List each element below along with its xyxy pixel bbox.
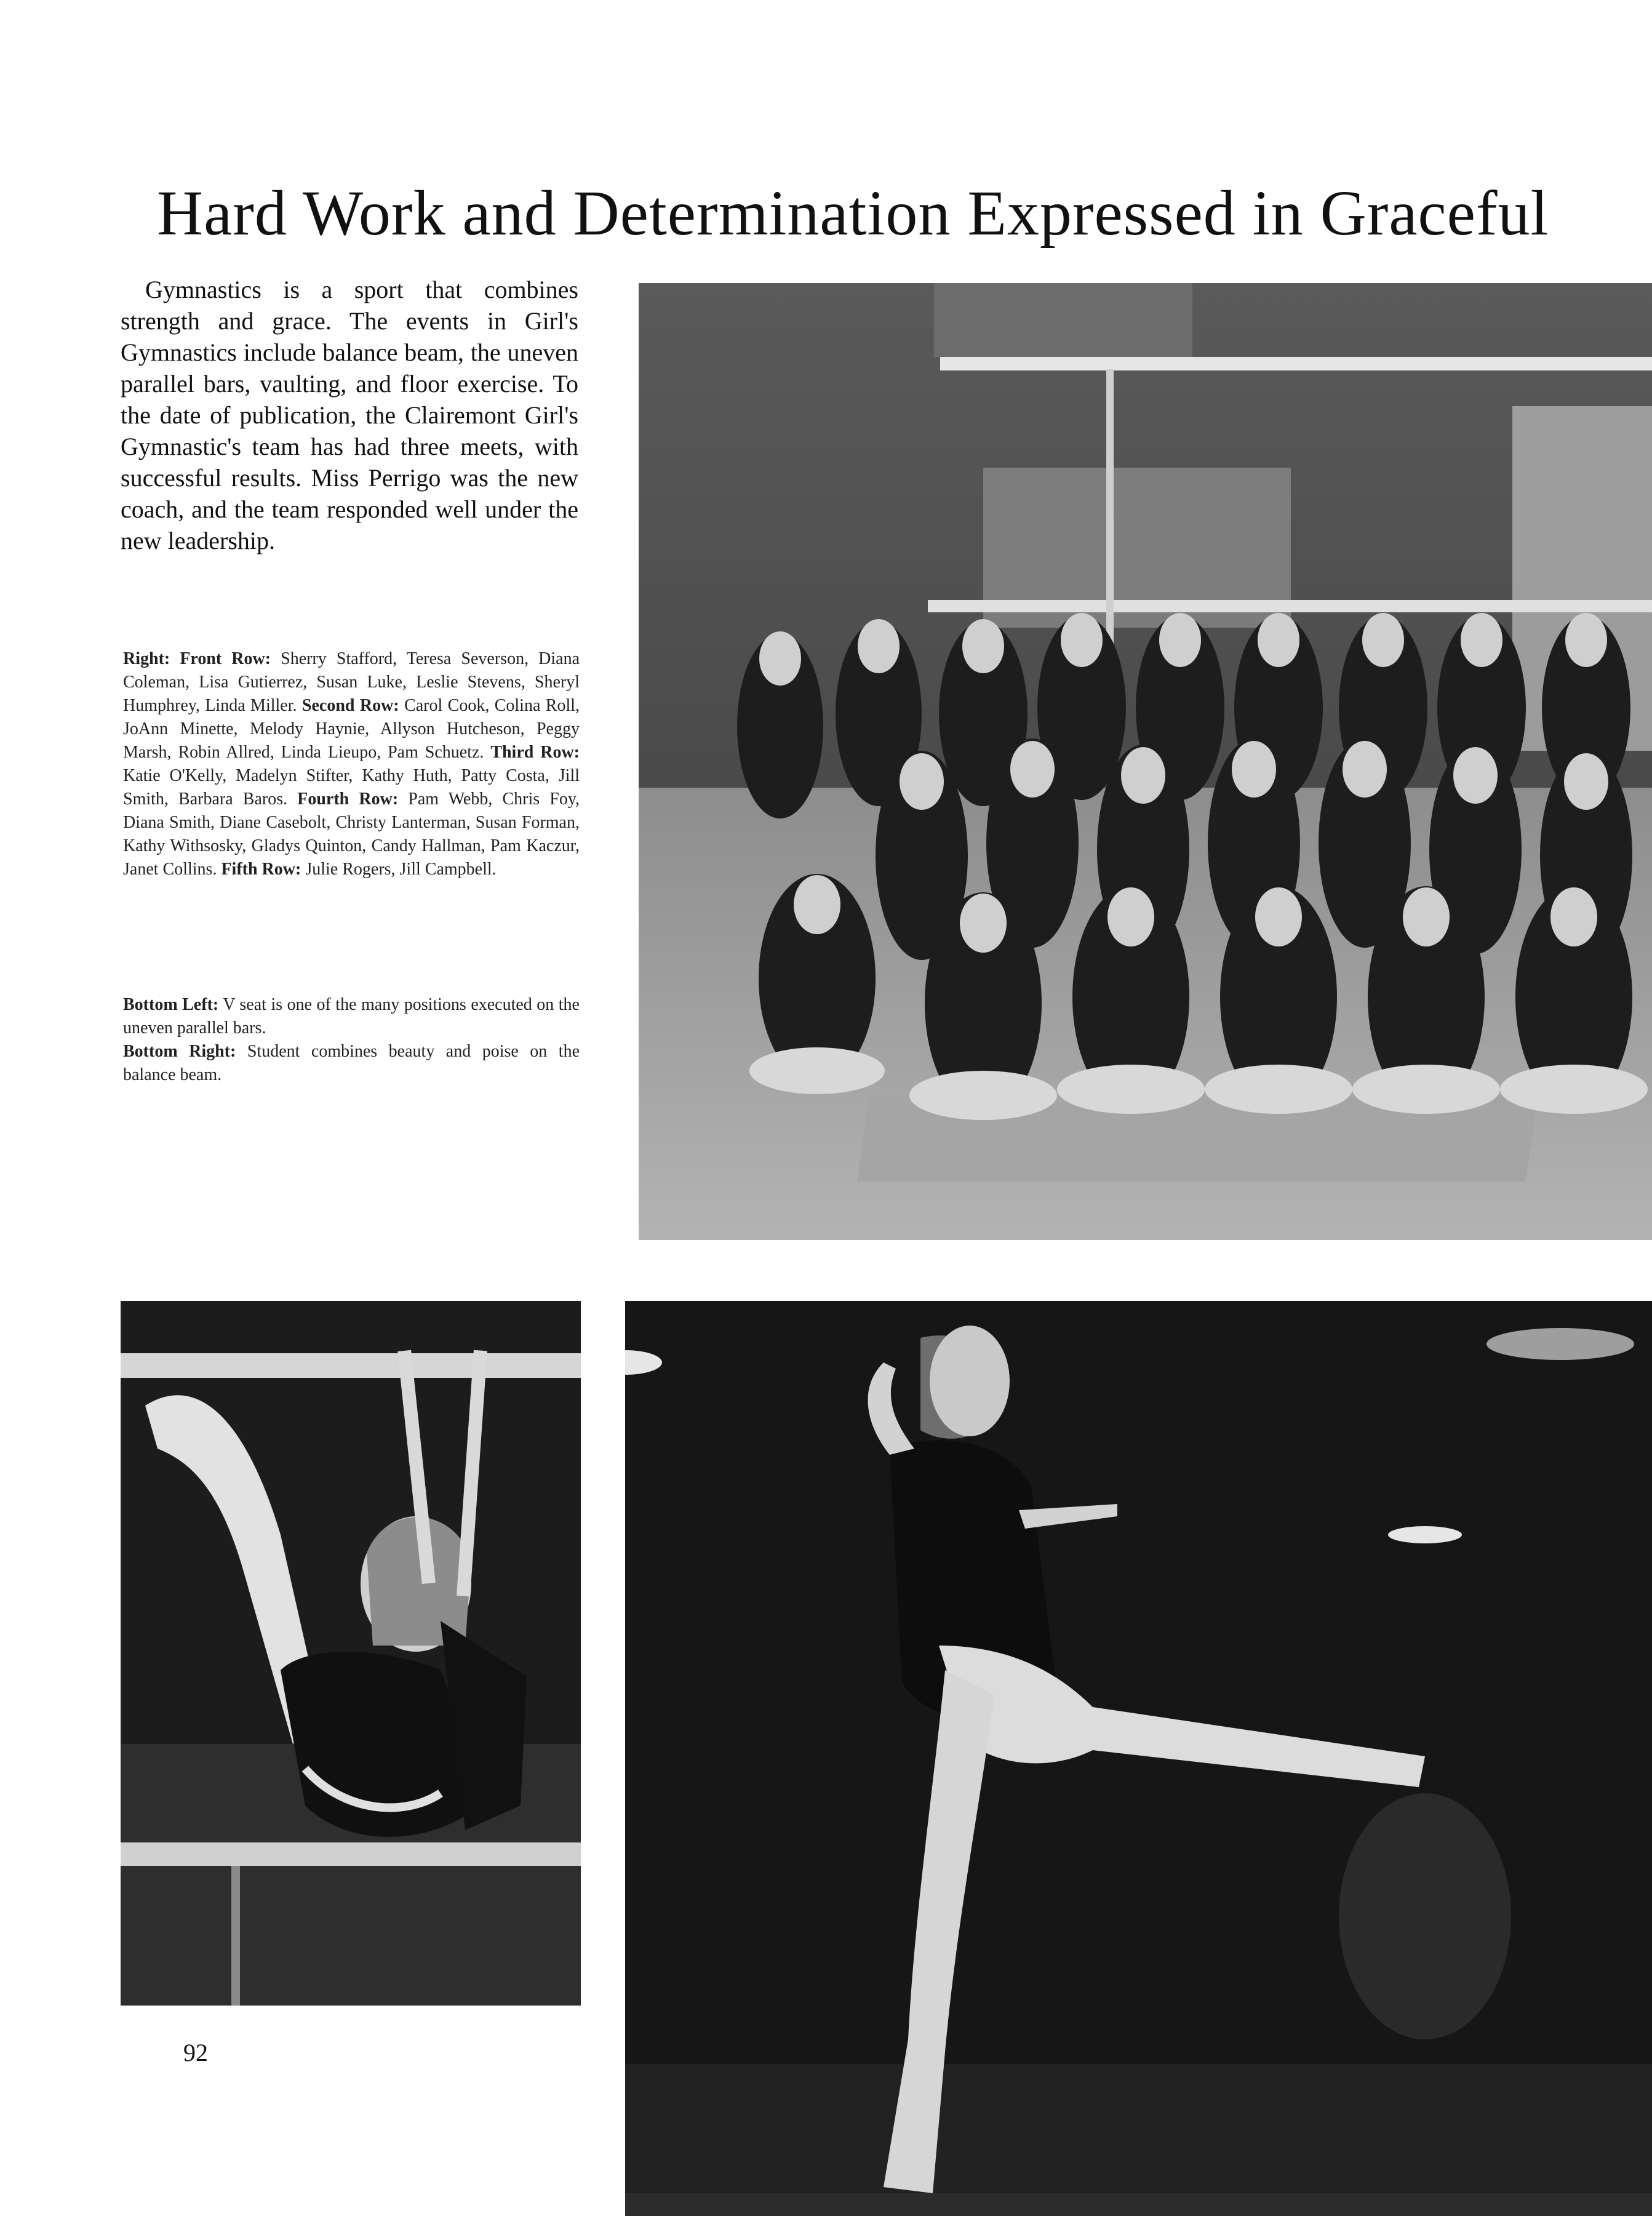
caption-label: Bottom Left:	[123, 995, 219, 1014]
caption-label: Bottom Right:	[123, 1042, 236, 1061]
roster-row-label: Second Row:	[301, 696, 399, 715]
intro-text: Gymnastics is a sport that combines strength and grace. The events in Girl's Gymnastics include balance beam, the uneven parallel bars, vaulting, and floor exercise. To the date of publication, the Clairemont Girl's Gymnastic's team has had three meets, with successful results. Miss Perrigo was the new coach, and the team responded well under the new leadership.	[121, 276, 578, 554]
roster-row-names: Sherry Stafford, Teresa Severson, Diana Coleman, Lisa Gutierrez, Susan Luke, Leslie Stevens, Sheryl Humphrey, Linda Miller.	[123, 649, 580, 715]
roster-caption	[123, 647, 580, 881]
roster-row-names: Katie O'Kelly, Madelyn Stifter, Kathy Huth, Patty Costa, Jill Smith, Barbara Baros.	[123, 766, 580, 809]
roster-row-label: Third Row:	[490, 743, 580, 762]
uneven-bars-illustration	[121, 1301, 581, 2006]
balance-beam-illustration	[625, 1301, 1652, 2216]
roster-row-label: Front Row:	[180, 649, 271, 668]
uneven-bars-photo	[121, 1301, 581, 2006]
page-headline: Hard Work and Determination Expressed in Graceful	[157, 178, 1549, 249]
bottom-left-caption	[123, 993, 580, 1040]
caption-text: Student combines beauty and poise on the balance beam.	[123, 1042, 580, 1084]
roster-row-label: Fifth Row:	[221, 860, 301, 879]
roster-row-names: Carol Cook, Colina Roll, JoAnn Minette, Melody Haynie, Allyson Hutcheson, Peggy Marsh, Robin Allred, Linda Lieupo, Pam Schuetz.	[123, 696, 580, 762]
team-group-photo	[639, 283, 1652, 1240]
balance-beam-photo	[625, 1301, 1652, 2216]
photo-captions	[123, 993, 580, 1087]
team-photo-illustration	[639, 283, 1652, 1240]
roster-row-label: Fourth Row:	[297, 790, 399, 809]
roster-row-names: Pam Webb, Chris Foy, Diana Smith, Diane Casebolt, Christy Lanterman, Susan Forman, Kathy Withsosky, Gladys Quinton, Candy Hallman, Pam Kaczur, Janet Collins.	[123, 790, 580, 879]
roster-row-names: Julie Rogers, Jill Campbell.	[305, 860, 497, 879]
intro-paragraph	[121, 274, 578, 556]
roster-prefix: Right:	[123, 649, 170, 668]
caption-text: V seat is one of the many positions executed on the uneven parallel bars.	[123, 995, 580, 1038]
bottom-right-caption	[123, 1040, 580, 1087]
page-number: 92	[183, 2039, 208, 2066]
